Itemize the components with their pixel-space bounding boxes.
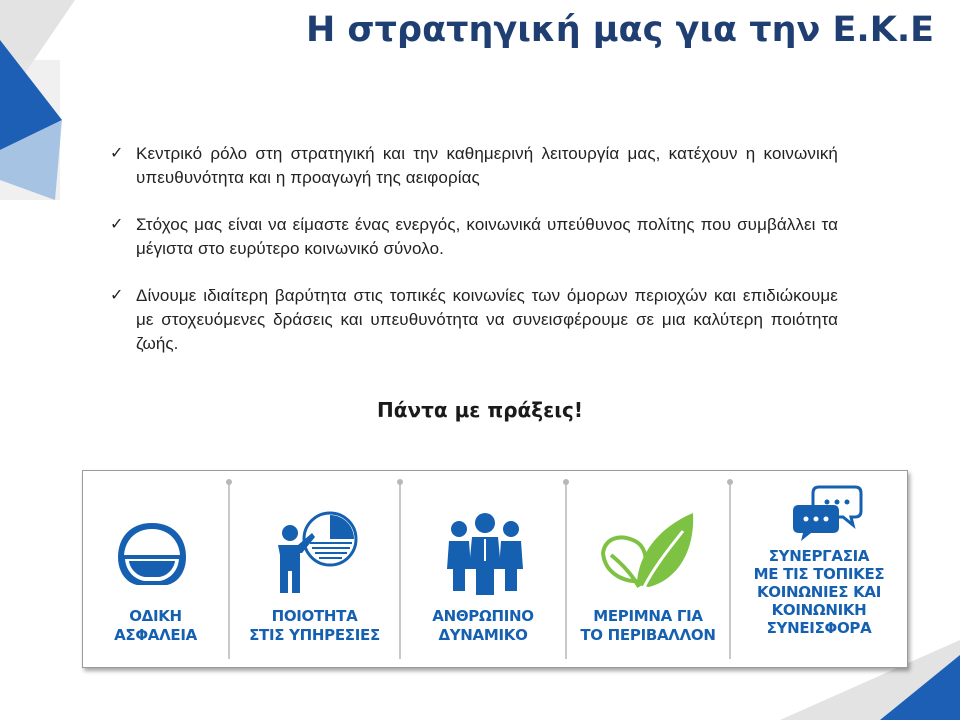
people-group-icon	[445, 511, 525, 595]
pillar-label: ΣΥΝΕΡΓΑΣΙΑ ΜΕ ΤΙΣ ΤΟΠΙΚΕΣ ΚΟΙΝΩΝΙΕΣ ΚΑΙ ΚΟΙΝΩΝΙΚΗ ΣΥΝΕΙΣΦΟΡΑ	[753, 547, 885, 637]
bullet-item	[110, 142, 838, 190]
checkmark-icon: ✓	[110, 287, 124, 304]
bullet-item	[110, 213, 838, 261]
pillar-service-quality	[230, 471, 399, 667]
presenter-chart-icon	[268, 511, 368, 595]
leaves-icon	[597, 509, 697, 595]
slide-title: Η στρατηγική μας για την Ε.Κ.Ε	[305, 10, 935, 50]
checkmark-icon: ✓	[110, 145, 124, 162]
chat-bubbles-icon	[793, 483, 863, 543]
pillar-label: ΟΔΙΚΗ ΑΣΦΑΛΕΙΑ	[114, 607, 197, 644]
bullet-list	[110, 142, 838, 379]
bullet-text: Κεντρικό ρόλο στη στρατηγική και την καθημερινή λειτουργία μας, κατέχουν η κοινωνική υπευθυνότητα και η προαγωγή της αειφορίας	[136, 144, 838, 187]
pillar-label: ΑΝΘΡΩΠΙΝΟ ΔΥΝΑΜΙΚΟ	[432, 607, 534, 644]
pillar-road-safety	[83, 471, 228, 667]
pillar-community	[731, 471, 907, 667]
pillar-label: ΠΟΙΟΤΗΤΑ ΣΤΙΣ ΥΠΗΡΕΣΙΕΣ	[249, 607, 380, 644]
pillar-label: ΜΕΡΙΜΝΑ ΓΙΑ ΤΟ ΠΕΡΙΒΑΛΛΟΝ	[580, 607, 716, 644]
helmet-icon	[115, 521, 189, 587]
slogan: Πάντα με πράξεις!	[377, 398, 583, 422]
pillars-panel	[82, 470, 908, 668]
bullet-text: Στόχος μας είναι να είμαστε ένας ενεργός, κοινωνικά υπεύθυνος πολίτης που συμβάλλει τα μέγιστα στο ευρύτερο κοινωνικό σύνολο.	[136, 215, 838, 258]
pillar-environment	[567, 471, 729, 667]
bullet-item	[110, 284, 838, 356]
pillar-human-resources	[401, 471, 565, 667]
bullet-text: Δίνουμε ιδιαίτερη βαρύτητα στις τοπικές κοινωνίες των όμορων περιοχών και επιδιώκουμε με στοχευόμενες δράσεις και υπευθυνότητα να συνεισφέρουμε σε μια καλύτερη ποιότητα ζωής.	[136, 286, 838, 353]
checkmark-icon: ✓	[110, 216, 124, 233]
